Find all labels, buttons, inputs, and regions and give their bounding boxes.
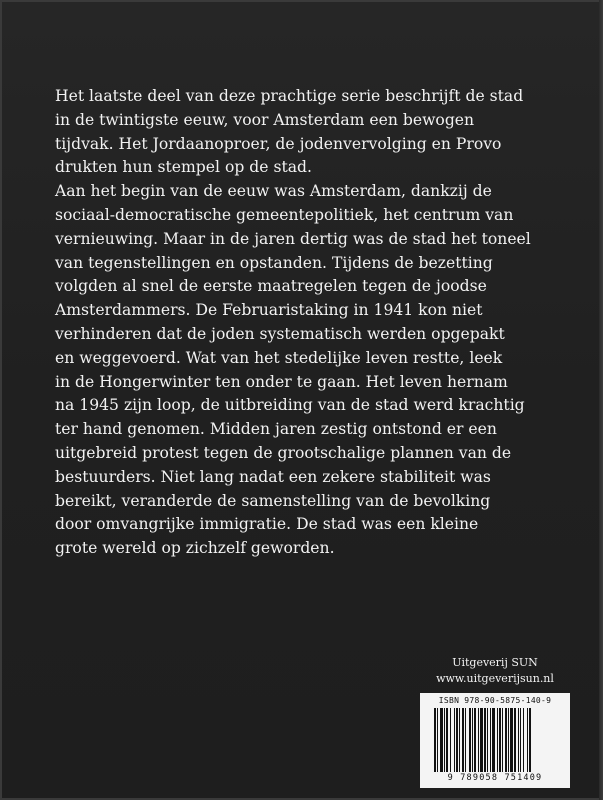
publisher-name: Uitgeverij SUN (452, 656, 538, 669)
blurb-line: Het laatste deel van deze prachtige serie beschrijft de stad (55, 87, 524, 105)
blurb-line: bestuurders. Niet lang nadat een zekere stabiliteit was (55, 467, 491, 486)
barcode-box (420, 693, 570, 788)
blurb-line: tijdvak. Het Jordaanoproer, de jodenvervolging en Provo (55, 134, 502, 153)
blurb-line: sociaal-democratische gemeentepolitiek, het centrum van (55, 205, 514, 224)
blurb-line: volgden al snel de eerste maatregelen tegen de joodse (55, 277, 487, 296)
cover-edge (599, 0, 603, 800)
barcode-bar (505, 708, 507, 772)
blurb-line: ter hand genomen. Midden jaren zestig ontstond er een (55, 420, 497, 439)
barcode-bar (480, 708, 483, 772)
barcode-bar (520, 708, 521, 772)
blurb-line: in de Hongerwinter ten onder te gaan. Het leven hernam (55, 372, 508, 391)
blurb-line: Aan het begin van de eeuw was Amsterdam, dankzij de (55, 182, 492, 201)
barcode-bar (499, 708, 501, 772)
barcode-bar (456, 708, 458, 772)
blurb-line: vernieuwing. Maar in de jaren dertig was de stad het toneel (55, 229, 531, 248)
barcode-bar (472, 708, 473, 772)
blurb-line: verhinderen dat de joden systematisch werden opgepakt (55, 324, 505, 343)
barcode-bar (454, 708, 455, 772)
blurb-line: en weggevoerd. Wat van het stedelijke leven restte, leek (55, 348, 503, 367)
blurb-line: drukten hun stempel op de stad. (55, 158, 312, 177)
blurb-text (55, 85, 535, 561)
barcode-bar (469, 708, 471, 772)
barcode-bar (518, 708, 519, 772)
blurb-line: Amsterdammers. De Februaristaking in 1941 kon niet (55, 301, 483, 320)
barcode-bar (462, 708, 464, 772)
ean-digits: 9 789058 751409 (447, 773, 543, 783)
blurb-line: uitgebreid protest tegen de grootschalige plannen van de (55, 443, 512, 462)
barcode-bar (444, 708, 445, 772)
barcode-bar (527, 708, 528, 772)
blurb-line: grote wereld op zichzelf geworden. (55, 539, 335, 558)
barcode-bar (523, 708, 524, 772)
barcode-bar (490, 708, 491, 772)
blurb-line: bereikt, veranderde de samenstelling van de bevolking (55, 491, 491, 510)
blurb-line: in de twintigste eeuw, voor Amsterdam een bewogen (55, 110, 475, 129)
barcode-bar (474, 708, 476, 772)
barcode-bar (514, 708, 516, 772)
isbn-label: ISBN 978-90-5875-140-9 (438, 696, 552, 705)
barcode-bar (508, 708, 509, 772)
barcode-bar (510, 708, 513, 772)
blurb-line: van tegenstellingen en opstanden. Tijdens de bezetting (55, 253, 493, 272)
blurb-line: door omvangrijke immigratie. De stad was een kleine (55, 515, 479, 534)
barcode-bar (450, 708, 451, 772)
barcode-bar (497, 708, 498, 772)
blurb-paragraph-2 (55, 180, 535, 561)
publisher-block (420, 655, 570, 687)
barcode-bar (502, 708, 503, 772)
barcode-bar (492, 708, 495, 772)
blurb-line: na 1945 zijn loop, de uitbreiding van de stad werd krachtig (55, 396, 525, 415)
blurb-paragraph-1 (55, 85, 535, 180)
barcode-bar (434, 708, 436, 772)
barcode-bar (465, 708, 466, 772)
barcode-bar (437, 708, 438, 772)
publisher-url[interactable]: www.uitgeverijsun.nl (436, 672, 554, 685)
barcode-bar (529, 708, 531, 772)
barcode-bar (484, 708, 486, 772)
barcode-bar (446, 708, 448, 772)
barcode-icon (434, 708, 556, 772)
barcode-bar (459, 708, 460, 772)
barcode-bar (487, 708, 488, 772)
barcode-bar (440, 708, 443, 772)
barcode-bar (478, 708, 479, 772)
